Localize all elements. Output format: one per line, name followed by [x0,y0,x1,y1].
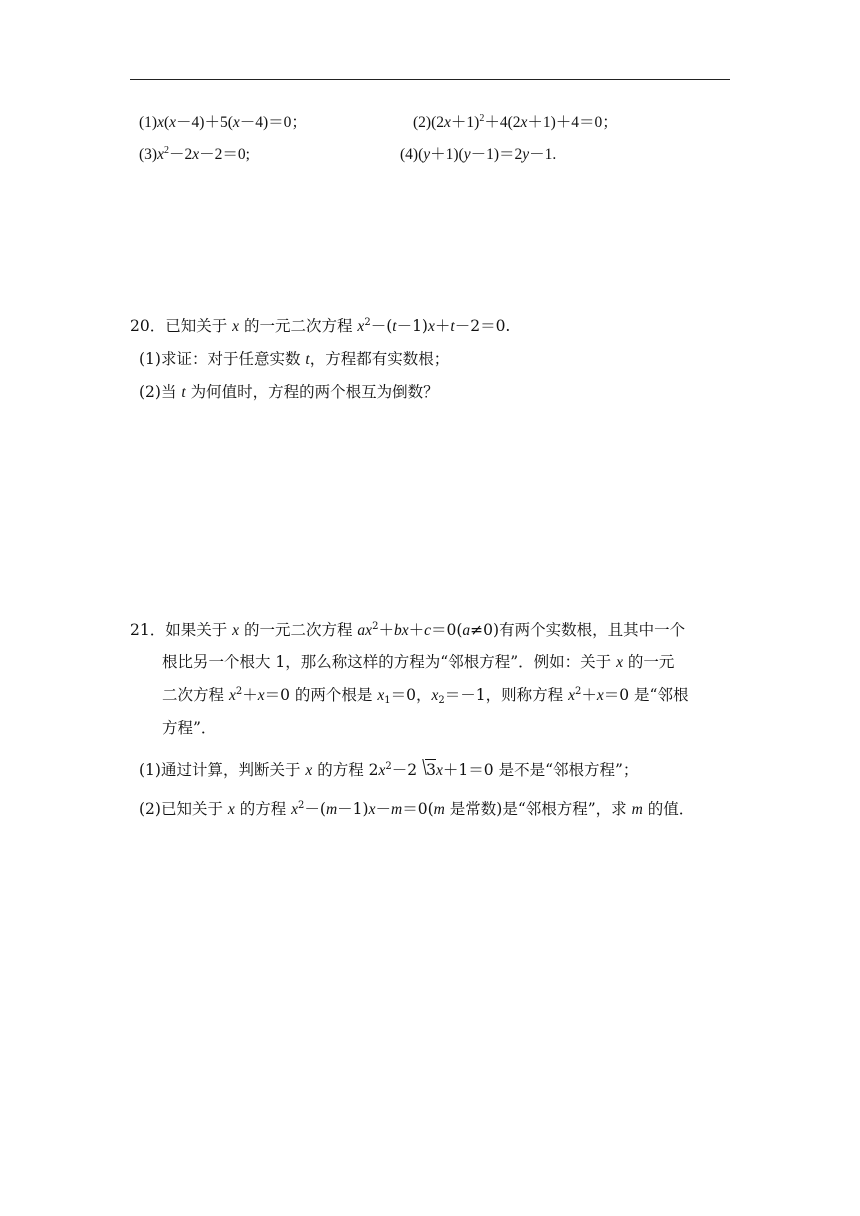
q21-stem-line-3: 二次方程 $x^2+x=0$ 的两个根是 $x_1=0$，$x_2=-1$，则称方程 $x^2+x=0$ 是“邻根 [162,686,689,706]
header-rule [130,79,730,80]
q20-part-2: (2)当 t 为何值时，方程的两个根互为倒数？ [139,383,439,401]
q19-part-2: $(2)(2x+1)^2+4(2x+1)+4=0$； [413,113,618,131]
q21-part-2: (2)已知关于 x 的方程 $x^2-(m-1)x-m=0(m$ 是常数)是“邻根方程”，求 m 的值． [139,800,695,818]
q21-part-1: (1)通过计算，判断关于 x 的方程 $2x^2-2$ 3x＋1＝0 是不是“邻根方程”； [139,761,639,779]
q19-part-3: $(3)x^2-2x-2=0$; [139,145,250,163]
q19-part-1: (1)x(x－4)＋5(x－4)＝0； [139,114,307,131]
sqrt-symbol: 3 [426,761,437,779]
q20-stem: 20．已知关于 x 的一元二次方程 $x^2-(t-1)x+t-2=0$. [130,317,511,335]
q21-stem-line-1: 21．如果关于 x 的一元二次方程 $ax^2+bx+c=0(a\ne 0)$有两个实数根，且其中一个 [130,621,686,639]
q21-stem-line-2: 根比另一个根大 1，那么称这样的方程为“邻根方程”．例如：关于 x 的一元 [162,653,675,671]
q19-part-4: (4)(y＋1)(y－1)＝2y－1. [400,146,557,163]
q20-part-1: (1)求证：对于任意实数 t，方程都有实数根； [139,350,450,368]
q21-stem-line-4: 方程”． [162,719,217,737]
